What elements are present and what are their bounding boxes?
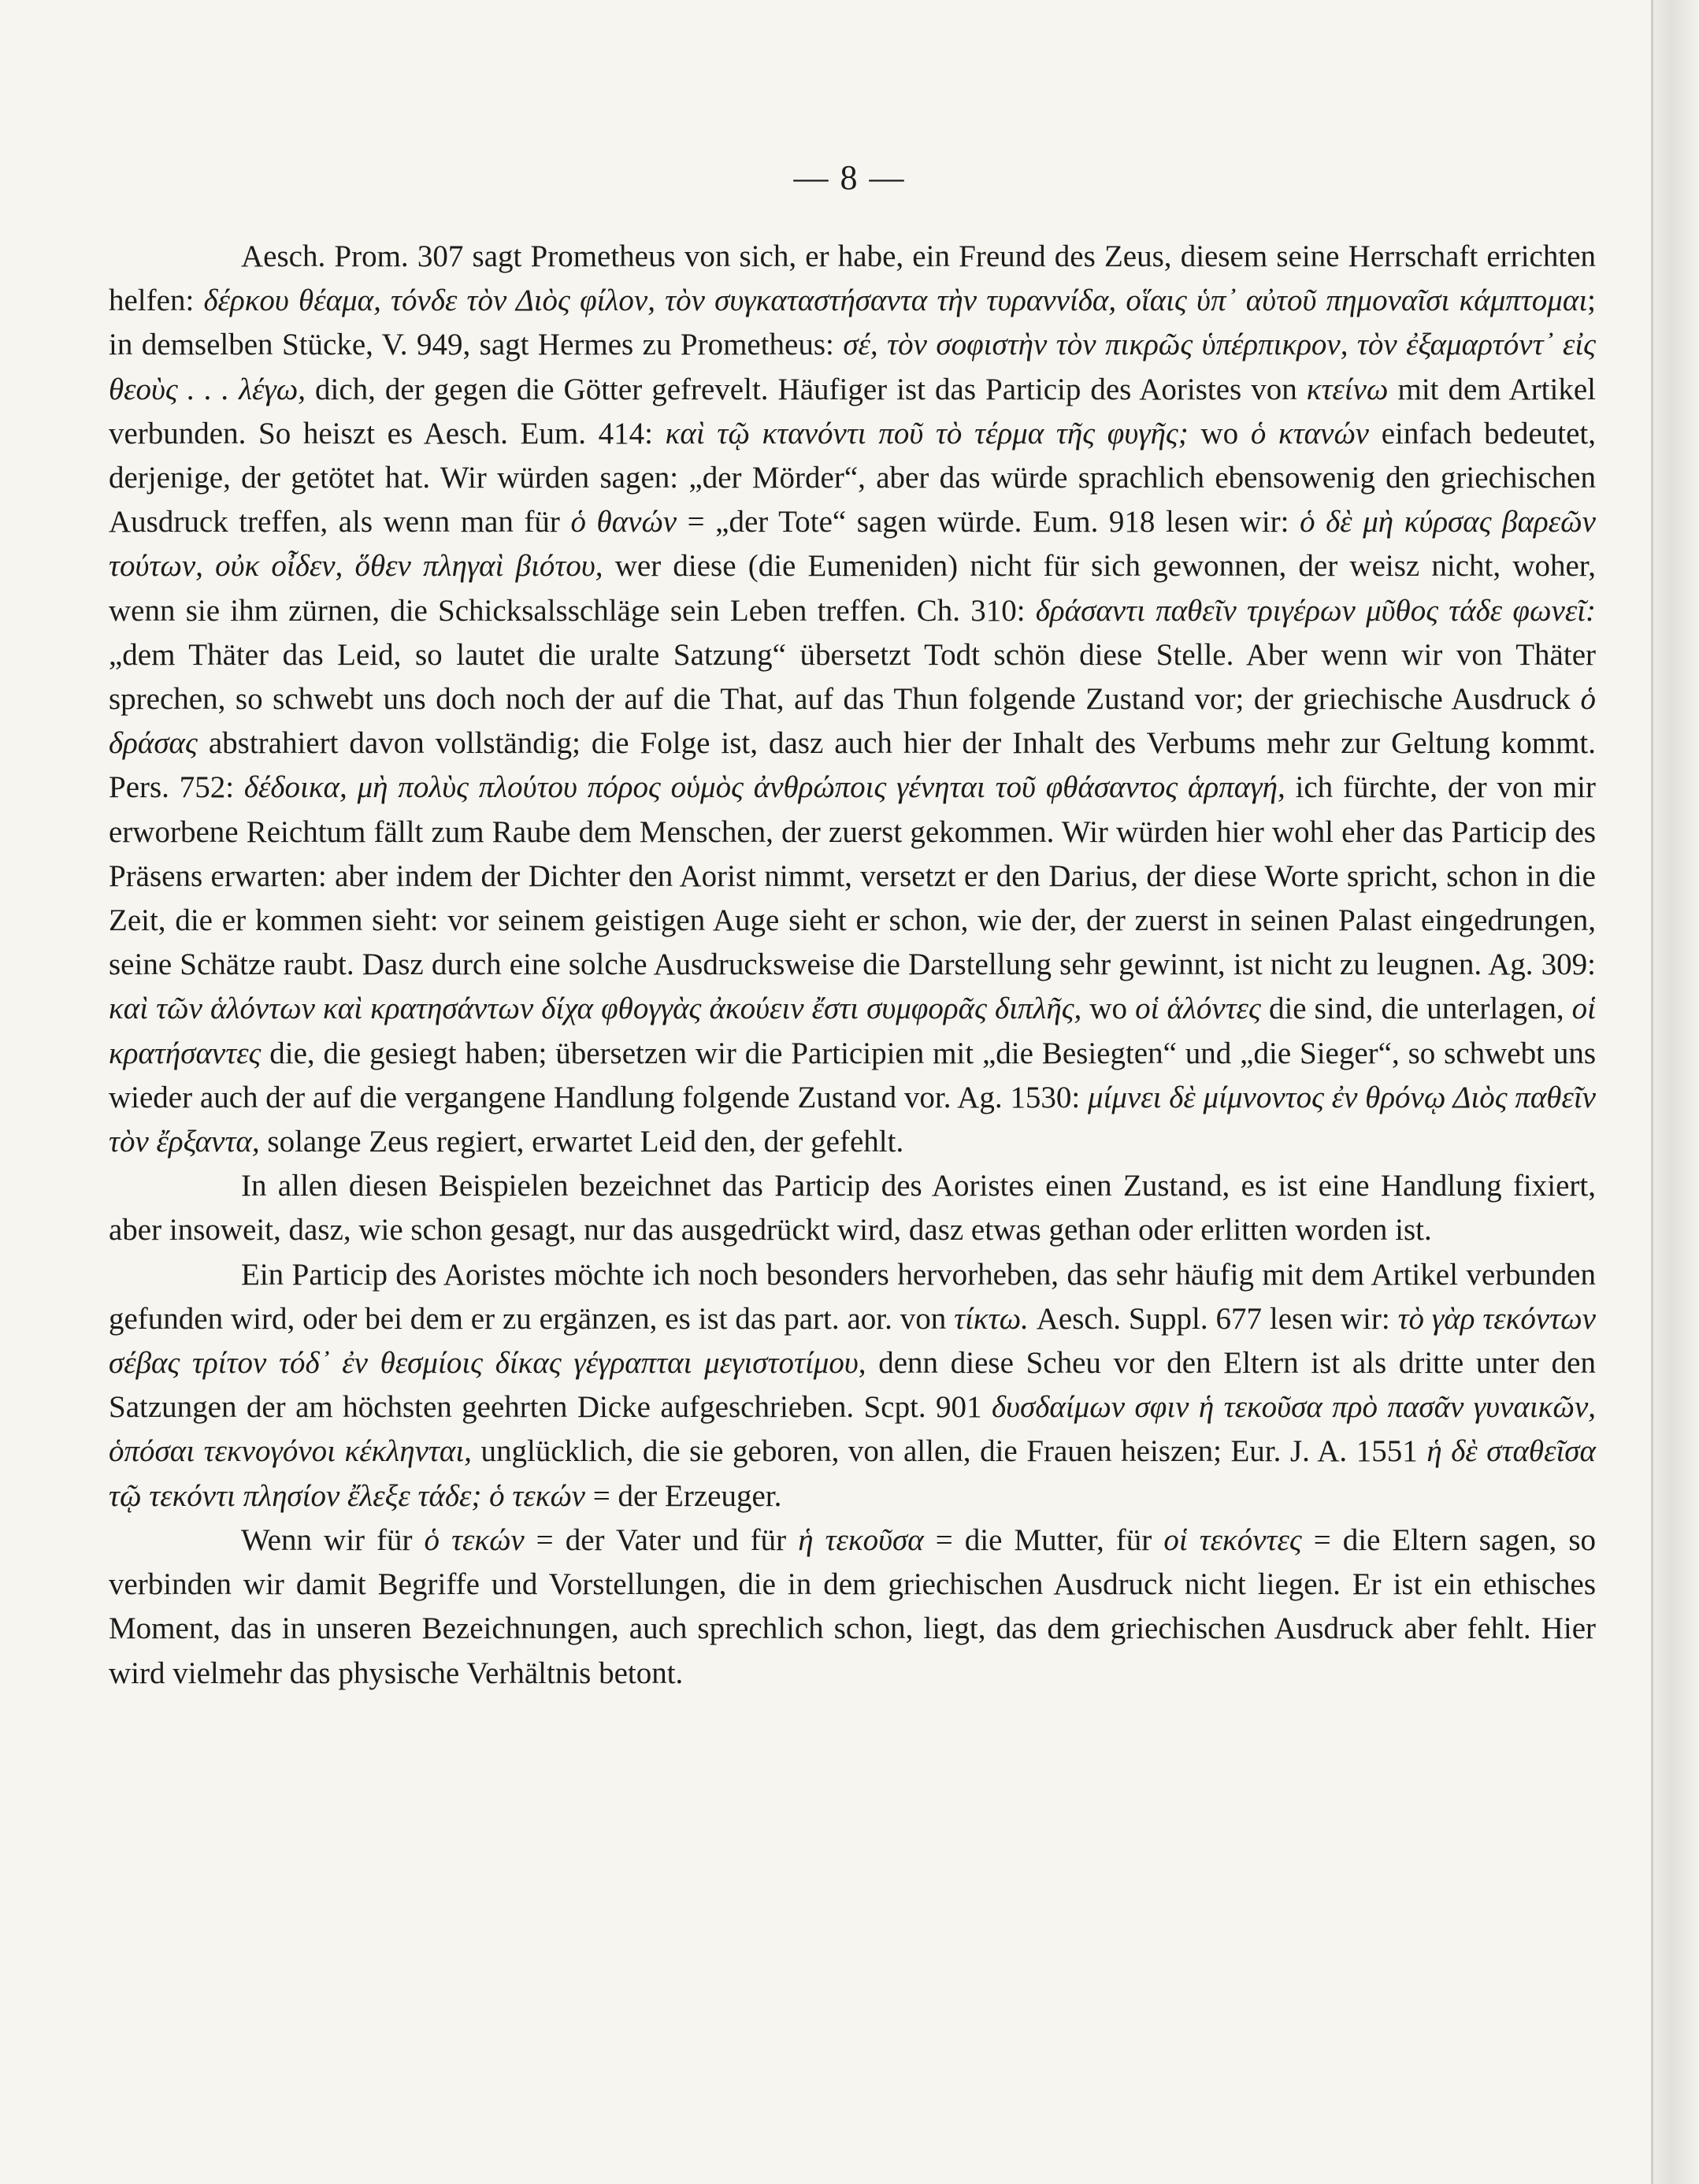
- text-run: In allen diesen Beispielen bezeichnet das Particip des Aoristes einen Zustand, es ist eine Handlung fixiert, aber insoweit, dasz, wie schon gesagt, nur das ausgedrückt wird, dasz etwas gethan oder erlitten worden ist.: [109, 1169, 1596, 1248]
- text-run: ; in demselben Stücke, V. 949, sagt Hermes zu Prometheus:: [109, 284, 1596, 362]
- paragraph: [109, 1518, 1596, 1696]
- text-run: einfach bedeutet, derjenige, der getötet hat. Wir würden sagen: „der Mörder“, aber das würde sprachlich ebensowenig den griechischen Ausdruck treffen, als wenn man für: [109, 416, 1596, 540]
- greek-quotation: δέδοικα, μὴ πολὺς πλούτου πόρος οὑμὸς ἀνθρώποις γένηται τοῦ φθάσαντος ἁρπαγή,: [243, 770, 1285, 805]
- text-run: Ein Particip des Aoristes möchte ich noch besonders hervorheben, das sehr häufig mit dem Artikel verbunden gefunden wird, oder bei dem er zu ergänzen, es ist das part. aor. von: [109, 1257, 1596, 1336]
- text-run: = der Vater und für: [524, 1522, 799, 1557]
- text-run: solange Zeus regiert, erwartet Leid den, der gefehlt.: [259, 1125, 904, 1159]
- text-run: [481, 1479, 489, 1513]
- greek-quotation: τίκτω.: [954, 1301, 1029, 1336]
- greek-quotation: κτείνω: [1306, 372, 1389, 406]
- greek-quotation: ὁ κτανών: [1250, 416, 1369, 451]
- greek-quotation: οἱ τεκόντες: [1163, 1522, 1302, 1557]
- greek-quotation: ὁ τεκών: [424, 1522, 525, 1557]
- page-edge-shadow: [1651, 0, 1699, 2184]
- greek-quotation: δυσδαίμων σφιν ἡ τεκοῦσα πρὸ πασᾶν γυναικῶν, ὁπόσαι τεκνογόνοι κέκληνται,: [109, 1390, 1597, 1469]
- greek-quotation: ὁ δράσας: [109, 682, 1596, 761]
- greek-quotation: οἱ ἁλόντες: [1135, 992, 1261, 1026]
- greek-quotation: δέρκου θέαμα, τόνδε τὸν Διὸς φίλον, τὸν συγκαταστήσαντα τὴν τυραννίδα, οἵαις ὑπ᾽ αὐτοῦ πημοναῖσι κάμπτομαι: [203, 284, 1588, 318]
- page-number: — 8 —: [793, 158, 906, 197]
- greek-quotation: ὁ δὲ μὴ κύρσας βαρεῶν τούτων, οὐκ οἶδεν, ὅθεν πληγαὶ βιότου,: [109, 505, 1596, 584]
- text-run: „dem Thäter das Leid, so lautet die uralte Satzung“ übersetzt Todt schön diese Stelle. Aber wenn wir von Thäter sprechen, so schwebt uns doch noch der auf die That, auf das Thun folgende Zustand vor; der griechische Ausdruck: [109, 637, 1596, 717]
- greek-quotation: δράσαντι παθεῖν τριγέρων μῦθος τάδε φωνεῖ:: [1035, 593, 1597, 628]
- greek-quotation: καὶ τῷ κτανόντι ποῦ τὸ τέρμα τῆς φυγῆς;: [665, 416, 1189, 451]
- text-run: wo: [1081, 992, 1136, 1026]
- greek-quotation: μίμνει δὲ μίμνοντος ἐν θρόνῳ Διὸς παθεῖν τὸν ἔρξαντα,: [109, 1080, 1596, 1159]
- greek-quotation: τὸ γὰρ τεκόντων σέβας τρίτον τόδ᾽ ἐν θεσμίοις δίκας γέγραπται μεγιστοτίμου,: [109, 1301, 1596, 1381]
- text-run: Wenn wir für: [241, 1522, 425, 1557]
- text-run: wer diese (die Eumeniden) nicht für sich gewonnen, der weisz nicht, woher, wenn sie ihm zürnen, die Schicksalsschläge sein Leben treffen. Ch. 310:: [109, 549, 1596, 628]
- text-run: die sind, die unterlagen,: [1260, 992, 1572, 1026]
- greek-quotation: σέ, τὸν σοφιστὴν τὸν πικρῶς ὑπέρπικρον, τὸν ἐξαμαρτόντ᾽ εἰς θεοὺς . . . λέγω,: [109, 328, 1596, 406]
- text-run: Aesch. Suppl. 677 lesen wir:: [1028, 1301, 1398, 1336]
- text-run: abstrahiert davon vollständig; die Folge ist, dasz auch hier der Inhalt des Verbums mehr zur Geltung kommt. Pers. 752:: [109, 726, 1596, 805]
- text-run: ich fürchte, der von mir erworbene Reichtum fällt zum Raube dem Menschen, der zuerst gekommen. Wir würden hier wohl eher das Particip des Präsens erwarten: aber indem der Dichter den Aorist nimmt, versetzt er den Darius, der diese Worte spricht, schon in die Zeit, die er kommen sieht: vor seinem geistigen Auge sieht er schon, wie der, der zuerst in seinen Palast eingedrungen, seine Schätze raubt. Dasz durch eine solche Ausdrucksweise die Darstellung sehr gewinnt, ist nicht zu leugnen. Ag. 309:: [109, 770, 1597, 982]
- greek-quotation: ὁ τεκών: [489, 1478, 585, 1513]
- paragraph: [109, 1164, 1596, 1252]
- text-run: Aesch. Prom. 307 sagt Prometheus von sich, er habe, ein Freund des Zeus, diesem seine Herrschaft errichten helfen:: [109, 239, 1596, 318]
- text-run: unglücklich, die sie geboren, von allen, die Frauen heiszen; Eur. J. A. 1551: [471, 1434, 1427, 1469]
- body-text: [109, 235, 1596, 1696]
- text-run: denn diese Scheu vor den Eltern ist als dritte unter den Satzungen der am höchsten geehrten Dicke aufgeschrieben. Scpt. 901: [109, 1346, 1596, 1425]
- text-run: = die Mutter, für: [923, 1522, 1164, 1557]
- text-run: mit dem Artikel verbunden. So heiszt es Aesch. Eum. 414:: [109, 372, 1596, 451]
- paragraph: [109, 235, 1596, 1164]
- paragraph: [109, 1253, 1596, 1518]
- text-run: die, die gesiegt haben; übersetzen wir die Participien mit „die Besiegten“ und „die Sieger“, so schwebt uns wieder auch der auf die vergangene Handlung folgende Zustand vor. Ag. 1530:: [109, 1036, 1596, 1114]
- text-run: dich, der gegen die Götter gefrevelt. Häufiger ist das Particip des Aoristes von: [306, 372, 1307, 406]
- text-run: wo: [1188, 416, 1251, 451]
- text-run: = der Erzeuger.: [585, 1478, 782, 1513]
- greek-quotation: οἱ κρατήσαντες: [109, 992, 1596, 1070]
- greek-quotation: ὁ θανών: [570, 505, 677, 540]
- greek-quotation: καὶ τῶν ἁλόντων καὶ κρατησάντων δίχα φθογγὰς ἀκούειν ἔστι συμφορᾶς διπλῆς,: [109, 992, 1082, 1026]
- text-run: = die Eltern sagen, so verbinden wir damit Begriffe und Vorstellungen, die in dem griechischen Ausdruck nicht liegen. Er ist ein ethisches Moment, das in unseren Bezeichnungen, auch sprechlich schon, liegt, das dem griechischen Ausdruck aber fehlt. Hier wird vielmehr das physische Verhältnis betont.: [109, 1522, 1597, 1690]
- text-run: = „der Tote“ sagen würde. Eum. 918 lesen wir:: [677, 505, 1300, 540]
- greek-quotation: ἡ δὲ σταθεῖσα τῷ τεκόντι πλησίον ἔλεξε τάδε;: [109, 1434, 1596, 1513]
- greek-quotation: ἡ τεκοῦσα: [798, 1522, 924, 1557]
